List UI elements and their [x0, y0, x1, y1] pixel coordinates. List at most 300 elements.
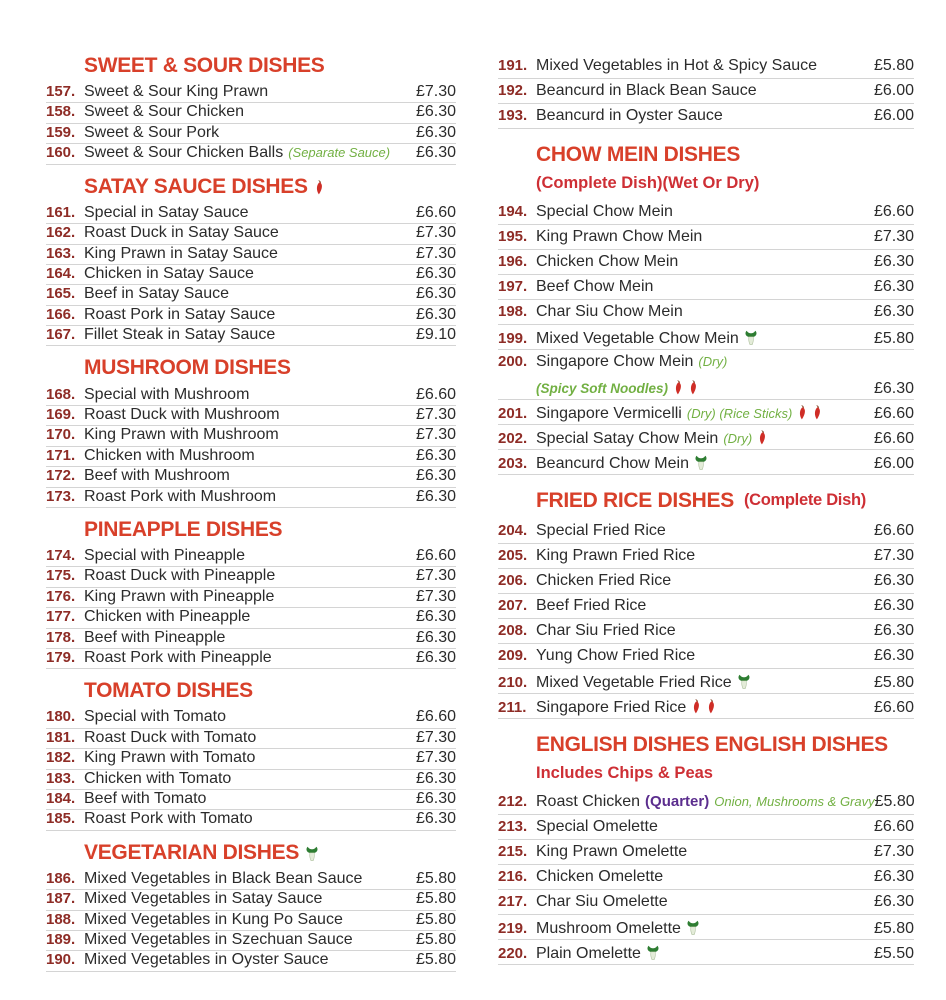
item-price: £6.30 [873, 621, 914, 639]
menu-item-row [46, 144, 456, 164]
item-price: £7.30 [415, 83, 456, 101]
item-name-text: Special Satay Chow Mein [536, 429, 719, 447]
item-name [536, 57, 874, 75]
item-price: £6.60 [873, 429, 914, 447]
item-price: £6.30 [415, 446, 456, 464]
item-name-text: Mixed Vegetables in Hot & Spicy Sauce [536, 57, 818, 74]
item-number: 174. [46, 547, 76, 565]
item-note: (Dry) [698, 353, 728, 369]
item-price: £5.80 [415, 951, 456, 969]
item-number: 161. [46, 203, 76, 221]
item-number: 177. [46, 608, 76, 626]
menu-item-row [498, 790, 914, 815]
item-name [536, 597, 874, 615]
item-name-text: Roast Pork in Satay Sauce [84, 305, 276, 323]
item-name-text: Singapore Chow Mein [536, 352, 694, 370]
item-name [84, 749, 416, 767]
item-name-text: King Prawn with Pineapple [84, 587, 275, 605]
section-title [84, 356, 456, 379]
item-name [536, 522, 874, 540]
item-number: 201. [498, 404, 528, 422]
item-number: 219. [498, 919, 528, 937]
item-name [536, 228, 874, 246]
item-name [536, 893, 874, 911]
item-price: £6.60 [873, 698, 914, 716]
item-price: £6.60 [873, 521, 914, 539]
menu-item-row [46, 890, 456, 910]
item-number: 216. [498, 867, 528, 885]
item-name-text: Chicken Fried Rice [536, 571, 672, 589]
item-number: 182. [46, 749, 76, 767]
menu-item-row [498, 519, 914, 544]
item-name [84, 426, 416, 444]
item-price: £5.80 [874, 792, 915, 810]
item-name-text: Chicken with Mushroom [84, 446, 255, 464]
menu-item-row [46, 567, 456, 587]
item-number: 215. [498, 842, 528, 860]
menu-item-row [498, 669, 914, 694]
menu-item-row [498, 915, 914, 940]
menu-item-row [46, 285, 456, 305]
menu-item-row [498, 940, 914, 965]
vegetable-icon [686, 920, 700, 940]
item-number: 184. [46, 790, 76, 808]
item-price: £5.80 [415, 931, 456, 949]
section-title [84, 679, 456, 702]
chili-pepper-icon [314, 177, 324, 200]
menu-item-row [46, 870, 456, 890]
item-name-text: Chicken with Tomato [84, 769, 232, 787]
item-price: £6.60 [415, 547, 456, 565]
item-price: £7.30 [415, 224, 456, 242]
item-name [84, 567, 416, 585]
menu-item-row [46, 629, 456, 649]
menu-item-row [46, 749, 456, 769]
menu-item-row [498, 79, 914, 104]
menu-item-row [46, 729, 456, 749]
item-number: 186. [46, 869, 76, 887]
item-price: £5.80 [873, 329, 914, 347]
menu-item-row [46, 810, 456, 830]
item-name [84, 83, 416, 101]
menu-item-row-line2 [498, 375, 914, 400]
item-number: 164. [46, 264, 76, 282]
menu-item-row [46, 245, 456, 265]
item-name-text: Beancurd in Oyster Sauce [536, 107, 723, 124]
section-title-text: CHOW MEIN DISHES [536, 143, 741, 166]
item-name [84, 931, 416, 949]
menu-item-row [46, 488, 456, 508]
item-price: £6.30 [873, 302, 914, 320]
menu-item-row [46, 386, 456, 406]
item-name-text: Mixed Vegetable Fried Rice [536, 673, 732, 691]
item-name-text: Plain Omelette [536, 944, 641, 962]
item-number: 169. [46, 405, 76, 423]
item-price: £6.30 [873, 867, 914, 885]
item-number: 202. [498, 429, 528, 447]
menu-item-row [498, 325, 914, 350]
item-name-text: Char Siu Omelette [536, 892, 668, 910]
item-name [84, 810, 416, 828]
item-name-text: Chicken with Pineapple [84, 608, 251, 626]
item-number: 160. [46, 144, 76, 162]
item-name [84, 447, 416, 465]
chili-pepper-icon [797, 405, 807, 425]
item-name [84, 265, 416, 283]
menu-item-row [46, 951, 456, 971]
item-price: £9.10 [415, 326, 456, 344]
menu-item-row [498, 300, 914, 325]
item-name-text: Roast Duck with Mushroom [84, 405, 280, 423]
item-number: 207. [498, 596, 528, 614]
item-price: £5.80 [873, 57, 914, 74]
item-price: £7.30 [873, 842, 914, 860]
item-number: 167. [46, 326, 76, 344]
menu-item-row [498, 815, 914, 840]
item-price: £5.80 [873, 919, 914, 937]
item-number: 165. [46, 285, 76, 303]
item-number: 180. [46, 708, 76, 726]
item-price: £6.30 [415, 285, 456, 303]
menu-item-row [498, 865, 914, 890]
item-name-text: Roast Pork with Mushroom [84, 487, 277, 505]
item-price: £6.30 [873, 252, 914, 270]
item-name-text: Sweet & Sour King Prawn [84, 83, 269, 101]
item-number: 196. [498, 252, 528, 270]
item-number: 157. [46, 83, 76, 101]
item-name-text: Special with Mushroom [84, 385, 250, 403]
item-name-text: Roast Pork with Pineapple [84, 648, 272, 666]
item-name-text: Special Omelette [536, 817, 658, 835]
item-name [84, 588, 416, 606]
item-price: £6.00 [873, 107, 914, 124]
section-title-text: PINEAPPLE DISHES [84, 517, 283, 541]
chili-pepper-icon [812, 405, 822, 425]
item-name [536, 403, 874, 423]
item-name [84, 890, 416, 908]
item-number: 158. [46, 103, 76, 121]
vegetable-icon [737, 674, 751, 694]
item-name [84, 285, 416, 303]
chili-pepper-icon [706, 699, 716, 719]
item-name-text: King Prawn Chow Mein [536, 227, 703, 245]
item-name [536, 793, 875, 811]
menu-item-row [46, 224, 456, 244]
item-name-text: Mixed Vegetables in Black Bean Sauce [84, 869, 363, 887]
item-name-text: King Prawn with Mushroom [84, 426, 279, 444]
section-title [84, 54, 456, 77]
section-title [536, 143, 914, 166]
item-number: 181. [46, 728, 76, 746]
item-name [84, 144, 416, 162]
item-note: (Dry) (Rice Sticks) [686, 405, 793, 421]
item-price: £7.30 [415, 405, 456, 423]
item-number: 168. [46, 385, 76, 403]
item-price: £7.30 [873, 546, 914, 564]
section-subtitle: Includes Chips & Peas [536, 763, 713, 782]
item-number: 173. [46, 487, 76, 505]
item-name [536, 572, 874, 590]
item-name-text: Beef Fried Rice [536, 596, 647, 614]
item-name-text: Beef with Tomato [84, 790, 207, 808]
menu-item-row [46, 124, 456, 144]
menu-item-row [498, 225, 914, 250]
item-name [536, 453, 874, 473]
section-title [84, 518, 456, 541]
item-price: £6.30 [415, 123, 456, 141]
item-name-text: Beancurd in Black Bean Sauce [536, 82, 757, 99]
menu-item-row [498, 694, 914, 719]
menu-item-row [498, 594, 914, 619]
item-number: 189. [46, 931, 76, 949]
menu-item-row [498, 619, 914, 644]
item-name [536, 353, 914, 371]
menu-item-row [46, 708, 456, 728]
item-price: £6.00 [873, 82, 914, 99]
section-title [84, 841, 456, 864]
item-name [84, 547, 416, 565]
item-name-text: Mixed Vegetables in Satay Sauce [84, 890, 323, 908]
section-title-text: SATAY SAUCE DISHES [84, 174, 308, 198]
chili-pepper-icon [691, 699, 701, 719]
item-number: 163. [46, 244, 76, 262]
menu-item-row [46, 770, 456, 790]
menu-item-row [498, 54, 914, 79]
item-price: £7.30 [415, 426, 456, 444]
item-number: 159. [46, 123, 76, 141]
item-name-text: Mixed Vegetables in Oyster Sauce [84, 951, 329, 969]
item-price: £6.30 [873, 596, 914, 614]
section-title-text: ENGLISH DISHES ENGLISH DISHES [536, 732, 888, 756]
item-name-text: Char Siu Chow Mein [536, 302, 683, 320]
item-name-text: King Prawn in Satay Sauce [84, 244, 278, 262]
menu-item-row [46, 204, 456, 224]
section-title-text: FRIED RICE DISHES [536, 488, 734, 512]
item-name [536, 622, 874, 640]
item-number: 187. [46, 890, 76, 908]
item-price: £6.30 [415, 467, 456, 485]
menu-item-row [498, 890, 914, 915]
item-name [84, 386, 416, 404]
item-name [536, 82, 874, 100]
item-price: £7.30 [415, 749, 456, 767]
item-note: (Spicy Soft Noodles) [536, 380, 669, 396]
item-price: £6.60 [873, 404, 914, 422]
item-price: £6.30 [415, 648, 456, 666]
menu-item-row [498, 200, 914, 225]
item-price: £6.60 [415, 385, 456, 403]
menu-item-row [498, 275, 914, 300]
menu-item-row [46, 426, 456, 446]
item-name [84, 406, 416, 424]
item-name-text: Beef with Pineapple [84, 628, 226, 646]
item-number: 193. [498, 107, 528, 124]
item-price: £5.80 [415, 869, 456, 887]
item-name-text: Mixed Vegetable Chow Mein [536, 329, 739, 347]
menu-item-row [498, 104, 914, 129]
item-name [536, 672, 874, 692]
item-number: 198. [498, 302, 528, 320]
section-title [536, 733, 914, 756]
item-name-text: Beef with Mushroom [84, 467, 230, 485]
item-name [84, 951, 416, 969]
menu-item-row [498, 400, 914, 425]
item-number: 197. [498, 277, 528, 295]
item-name-text: Mushroom Omelette [536, 919, 681, 937]
item-name [84, 467, 416, 485]
item-number: 199. [498, 329, 528, 347]
item-name-text: Roast Duck with Tomato [84, 728, 257, 746]
item-name [84, 488, 416, 506]
item-price: £6.30 [415, 264, 456, 282]
item-number: 190. [46, 951, 76, 969]
item-number: 204. [498, 521, 528, 539]
item-name-text: Mixed Vegetables in Szechuan Sauce [84, 931, 353, 949]
item-name [84, 770, 416, 788]
item-note: (Quarter) [645, 792, 710, 810]
item-price: £7.30 [415, 587, 456, 605]
item-number: 209. [498, 646, 528, 664]
section-title-text: TOMATO DISHES [84, 679, 253, 703]
menu-column-right [498, 54, 914, 972]
item-number: 206. [498, 571, 528, 589]
menu-item-row [46, 83, 456, 103]
section-title-suffix: (Complete Dish) [743, 491, 866, 510]
menu-item-row [498, 250, 914, 275]
menu-item-row [46, 931, 456, 951]
item-price: £5.80 [415, 910, 456, 928]
item-number: 171. [46, 446, 76, 464]
item-name-text: Fillet Steak in Satay Sauce [84, 326, 276, 344]
menu-item-row [498, 544, 914, 569]
menu-item-row [46, 608, 456, 628]
item-name [536, 428, 874, 448]
item-number: 188. [46, 910, 76, 928]
item-name-text: Sweet & Sour Chicken Balls [84, 144, 284, 162]
item-name-text: King Prawn with Tomato [84, 749, 256, 767]
item-number: 176. [46, 587, 76, 605]
item-note: (Dry) [723, 430, 753, 446]
menu-item-row [46, 103, 456, 123]
item-price: £6.60 [873, 202, 914, 220]
item-name-text: King Prawn Fried Rice [536, 546, 696, 564]
item-name [536, 278, 874, 296]
menu-column-left [46, 54, 456, 972]
item-number: 185. [46, 810, 76, 828]
item-price: £6.30 [415, 810, 456, 828]
item-name-text: Special Fried Rice [536, 521, 666, 539]
item-name-text: Roast Pork with Tomato [84, 810, 253, 828]
chili-pepper-icon [673, 380, 683, 400]
item-number: 203. [498, 454, 528, 472]
menu-item-row [498, 450, 914, 475]
item-price: £6.30 [415, 487, 456, 505]
item-number: 210. [498, 673, 528, 691]
item-name [84, 790, 416, 808]
menu-item-row [46, 306, 456, 326]
item-name [536, 107, 874, 125]
section-title-text: MUSHROOM DISHES [84, 356, 291, 380]
item-name-text: Singapore Fried Rice [536, 698, 687, 716]
menu-item-row [46, 547, 456, 567]
item-price: £5.50 [873, 944, 914, 962]
item-price: £6.60 [873, 817, 914, 835]
item-number: 172. [46, 467, 76, 485]
item-name-text: Roast Duck with Pineapple [84, 567, 276, 585]
section-title [536, 489, 914, 512]
item-name-text: Sweet & Sour Pork [84, 123, 220, 141]
item-price: £5.80 [873, 673, 914, 691]
item-number: 220. [498, 944, 528, 962]
vegetable-icon [744, 330, 758, 350]
item-name-text: Chicken Chow Mein [536, 252, 679, 270]
menu-item-row [46, 588, 456, 608]
item-name-text: Yung Chow Fried Rice [536, 646, 696, 664]
item-number: 179. [46, 648, 76, 666]
menu-item-row [46, 447, 456, 467]
vegetable-icon [305, 843, 319, 866]
item-name [84, 608, 416, 626]
vegetable-icon [646, 945, 660, 965]
item-name [536, 303, 874, 321]
menu-item-row [498, 644, 914, 669]
item-name [536, 943, 874, 963]
menu-item-row [46, 911, 456, 931]
item-name [536, 203, 874, 221]
item-price: £7.30 [873, 227, 914, 245]
item-price: £6.30 [873, 277, 914, 295]
item-name [84, 708, 416, 726]
item-name-text: Roast Duck in Satay Sauce [84, 224, 279, 242]
item-number: 213. [498, 817, 528, 835]
item-name [536, 918, 874, 938]
item-name [536, 843, 874, 861]
item-price: £6.30 [415, 608, 456, 626]
item-number: 170. [46, 426, 76, 444]
item-number: 205. [498, 546, 528, 564]
section-title-text: SWEET & SOUR DISHES [84, 54, 325, 77]
item-name-text: Roast Chicken [536, 792, 641, 810]
item-name [84, 245, 416, 263]
menu-item-row [46, 790, 456, 810]
menu-item-row [498, 425, 914, 450]
item-note: (Separate Sauce) [288, 145, 391, 161]
item-name-line2 [536, 378, 874, 398]
item-price: £5.80 [415, 890, 456, 908]
item-name-text: Beef Chow Mein [536, 277, 654, 295]
menu-item-row [46, 326, 456, 346]
item-name [84, 870, 416, 888]
chili-pepper-icon [688, 380, 698, 400]
item-name-text: Beef in Satay Sauce [84, 285, 229, 303]
item-name [536, 647, 874, 665]
chili-pepper-icon [757, 430, 767, 450]
item-name-text: Special with Tomato [84, 708, 226, 726]
item-number: 211. [498, 698, 527, 716]
menu-item-row [46, 406, 456, 426]
item-name [84, 911, 416, 929]
item-name [536, 253, 874, 271]
item-price: £6.30 [415, 305, 456, 323]
item-name-text: King Prawn Omelette [536, 842, 688, 860]
vegetable-icon [694, 455, 708, 475]
item-price: £6.30 [873, 571, 914, 589]
item-name [84, 124, 416, 142]
item-number: 192. [498, 82, 528, 99]
item-number: 183. [46, 769, 76, 787]
item-note: Onion, Mushrooms & Gravy [714, 793, 875, 809]
item-name [84, 306, 416, 324]
